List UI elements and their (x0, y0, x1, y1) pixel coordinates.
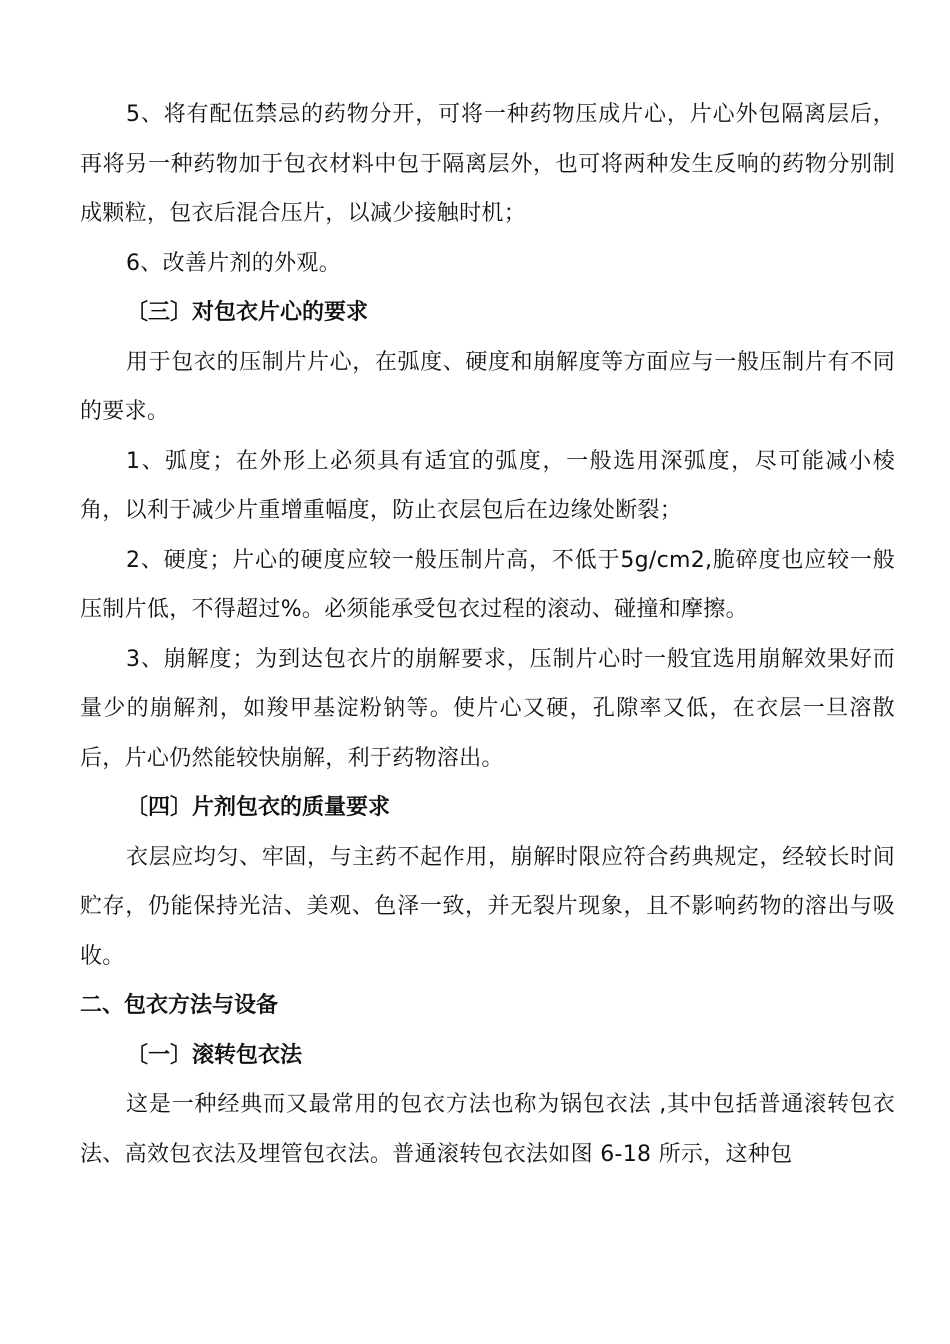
section-heading-coating-core-requirements: 〔三〕对包衣片心的要求 (126, 300, 369, 325)
paragraph-item-5: 5、将有配伍禁忌的药物分开，可将一种药物压成片心，片心外包隔离层后，再将另一种药物加于包衣材料中包于隔离层外，也可将两种发生反响的药物分别制成颗粒，包衣后混合压片，以减少接触时机； (80, 102, 895, 226)
chapter-heading-methods-equipment: 二、包衣方法与设备 (80, 993, 279, 1018)
paragraph-quality: 衣层应均匀、牢固，与主药不起作用，崩解时限应符合药典规定，经较长时间贮存，仍能保持光洁、美观、色泽一致，并无裂片现象，且不影响药物的溶出与吸收。 (80, 844, 895, 969)
paragraph-item-6: 6、改善片剂的外观。 (126, 250, 341, 276)
paragraph-core-intro: 用于包衣的压制片片心，在弧度、硬度和崩解度等方面应与一般压制片有不同的要求。 (80, 349, 895, 424)
paragraph-curvature: 1、弧度；在外形上必须具有适宜的弧度，一般选用深弧度，尽可能减小棱角，以利于减少片重增重幅度，防止衣层包后在边缘处断裂； (80, 448, 895, 523)
paragraph-pan-coating: 这是一种经典而又最常用的包衣方法也称为锅包衣法 ,其中包括普通滚转包衣法、高效包衣法及埋管包衣法。普通滚转包衣法如图 6-18 所示，这种包 (80, 1092, 895, 1167)
document-page (80, 90, 895, 1179)
paragraph-hardness: 2、硬度；片心的硬度应较一般压制片高，不低于5g/cm2,脆碎度也应较一般压制片低，不得超过%。必须能承受包衣过程的滚动、碰撞和摩擦。 (80, 547, 895, 622)
section-heading-quality-requirements: 〔四〕片剂包衣的质量要求 (126, 795, 391, 820)
paragraph-disintegration: 3、崩解度；为到达包衣片的崩解要求，压制片心时一般宜选用崩解效果好而量少的崩解剂，如羧甲基淀粉钠等。使片心又硬，孔隙率又低，在衣层一旦溶散后，片心仍然能较快崩解，利于药物溶出。 (80, 646, 895, 771)
section-heading-pan-coating: 〔一〕滚转包衣法 (126, 1042, 303, 1068)
